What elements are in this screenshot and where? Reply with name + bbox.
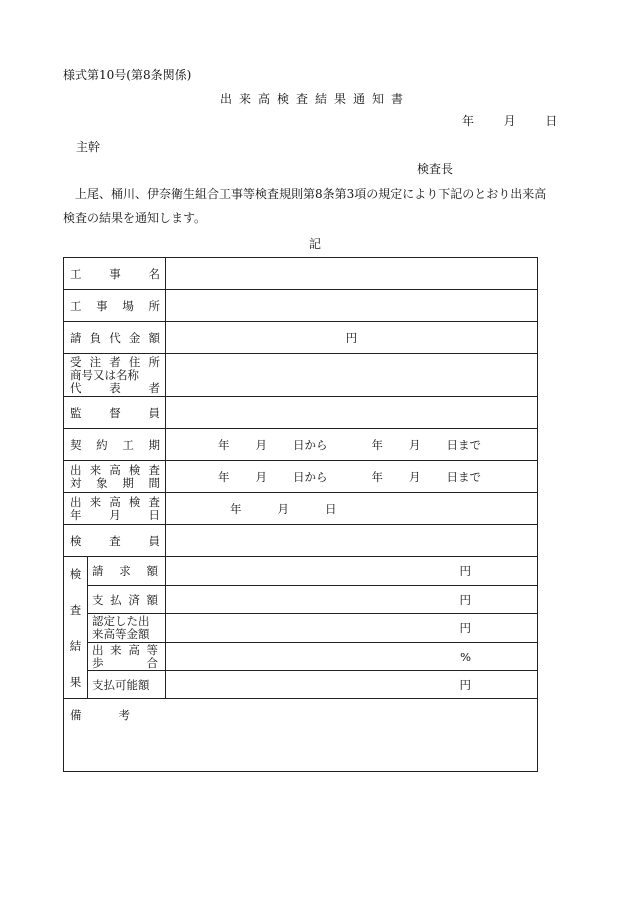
yen-unit: 円 xyxy=(459,592,471,607)
value-kantokuin xyxy=(166,397,538,429)
value-shiharai-kano xyxy=(166,671,538,699)
row-taisho-kikan xyxy=(64,461,538,493)
label-kensain: 検 査 員 xyxy=(70,533,160,548)
yen-unit: 円 xyxy=(459,621,471,635)
row-koji-basho xyxy=(64,290,538,322)
row-ukeoi xyxy=(64,322,538,354)
label-juchusha-name: 商号又は名称 xyxy=(70,367,139,382)
label-biko: 備 考 xyxy=(70,708,130,722)
label-cell xyxy=(88,614,166,643)
value-kensain xyxy=(166,525,538,557)
row-keiyaku-koki xyxy=(64,429,538,461)
inspection-table xyxy=(63,257,538,772)
label-nengappi-2: 年 月 日 xyxy=(70,507,160,522)
label-taisho-2: 対 象 期 間 xyxy=(70,475,160,490)
label-cell xyxy=(64,258,166,290)
label-cell xyxy=(88,557,166,586)
side-char: 果 xyxy=(69,674,82,689)
value-buai xyxy=(166,643,538,671)
date-line xyxy=(462,112,557,129)
row-juchusha xyxy=(64,354,538,397)
label-cell xyxy=(64,354,166,397)
date-kensa xyxy=(166,501,537,517)
addressee: 主幹 xyxy=(76,140,101,154)
label-taisho-1: 出 来 高 検 査 xyxy=(70,462,160,477)
value-nintei xyxy=(166,614,538,643)
label-ukeoi-daikin: 請 負 代 金 額 xyxy=(70,330,160,345)
label-kantokuin: 監 督 員 xyxy=(70,405,160,420)
value-shiharaizumi xyxy=(166,586,538,614)
label-cell xyxy=(64,322,166,354)
date-day: 日 xyxy=(545,114,558,128)
row-nintei xyxy=(64,614,538,643)
kensa-kekka-side-label xyxy=(64,557,88,699)
tsuki: 月 xyxy=(255,437,267,452)
period-keiyaku xyxy=(166,437,537,453)
row-seikyu xyxy=(64,557,538,586)
row-biko xyxy=(64,699,538,772)
tsuki: 月 xyxy=(277,501,289,516)
label-buai-1: 出 来 高 等 xyxy=(92,642,158,657)
hikara: 日から xyxy=(293,437,328,452)
nen: 年 xyxy=(230,501,242,516)
date-month: 月 xyxy=(503,114,516,128)
label-cell xyxy=(64,493,166,525)
label-juchusha-rep: 代 表 者 xyxy=(70,380,160,395)
value-taisho-kikan xyxy=(166,461,538,493)
label-cell xyxy=(64,461,166,493)
yen-unit: 円 xyxy=(459,564,471,578)
tsuki: 月 xyxy=(409,469,421,484)
label-shiharaizumi: 支 払 済 額 xyxy=(92,592,158,607)
value-keiyaku-koki xyxy=(166,429,538,461)
value-juchusha xyxy=(166,354,538,397)
nen: 年 xyxy=(371,437,383,452)
label-cell xyxy=(88,643,166,671)
label-shiharai-kano: 支払可能額 xyxy=(92,677,150,692)
hi: 日 xyxy=(325,501,337,516)
value-koji-mei xyxy=(166,258,538,290)
label-koji-mei: 工 事 名 xyxy=(70,266,160,281)
label-cell xyxy=(64,429,166,461)
form-number: 様式第10号(第8条関係) xyxy=(63,68,192,82)
row-kantokuin xyxy=(64,397,538,429)
nen: 年 xyxy=(371,469,383,484)
label-nintei-1: 認定した出 xyxy=(92,614,150,628)
document-title: 出来高検査結果通知書 xyxy=(219,92,410,106)
nen: 年 xyxy=(218,469,230,484)
remarks-cell xyxy=(64,699,538,772)
date-year: 年 xyxy=(462,114,475,128)
value-seikyu xyxy=(166,557,538,586)
row-shiharaizumi xyxy=(64,586,538,614)
tsuki: 月 xyxy=(409,437,421,452)
side-char: 査 xyxy=(69,602,82,617)
row-kensain xyxy=(64,525,538,557)
label-nengappi-1: 出 来 高 検 査 xyxy=(70,494,160,509)
ki-heading: 記 xyxy=(308,237,321,251)
period-taisho xyxy=(166,469,537,485)
percent-unit: % xyxy=(460,649,471,664)
side-char: 結 xyxy=(69,638,82,653)
row-koji-mei xyxy=(64,258,538,290)
inspector-title: 検査長 xyxy=(417,162,454,176)
row-shiharai-kano xyxy=(64,671,538,699)
label-cell xyxy=(88,671,166,699)
value-ukeoi-daikin xyxy=(166,322,538,354)
yen-unit: 円 xyxy=(459,677,471,692)
value-koji-basho xyxy=(166,290,538,322)
label-juchusha-address: 受 注 者 住 所 xyxy=(70,354,160,369)
yen-unit: 円 xyxy=(345,330,358,345)
label-koji-basho: 工 事 場 所 xyxy=(70,298,160,313)
side-char: 検 xyxy=(69,566,82,581)
himade: 日まで xyxy=(446,469,481,484)
value-kensa-nengappi xyxy=(166,493,538,525)
nen: 年 xyxy=(218,437,230,452)
label-buai-2: 歩 合 xyxy=(92,655,158,670)
row-buai xyxy=(64,643,538,671)
label-cell xyxy=(64,397,166,429)
row-kensa-nengappi xyxy=(64,493,538,525)
hikara: 日から xyxy=(293,469,328,484)
label-cell xyxy=(64,525,166,557)
label-cell xyxy=(64,290,166,322)
label-nintei-2: 来高等金額 xyxy=(92,627,150,641)
label-cell xyxy=(88,586,166,614)
tsuki: 月 xyxy=(255,469,267,484)
label-keiyaku-koki: 契 約 工 期 xyxy=(70,437,160,452)
label-seikyu: 請 求 額 xyxy=(92,564,158,578)
body-text: 上尾、桶川、伊奈衛生組合工事等検査規則第8条第3項の規定により下記のとおり出来高検査の結果を通知します。 xyxy=(63,187,547,225)
himade: 日まで xyxy=(446,437,481,452)
